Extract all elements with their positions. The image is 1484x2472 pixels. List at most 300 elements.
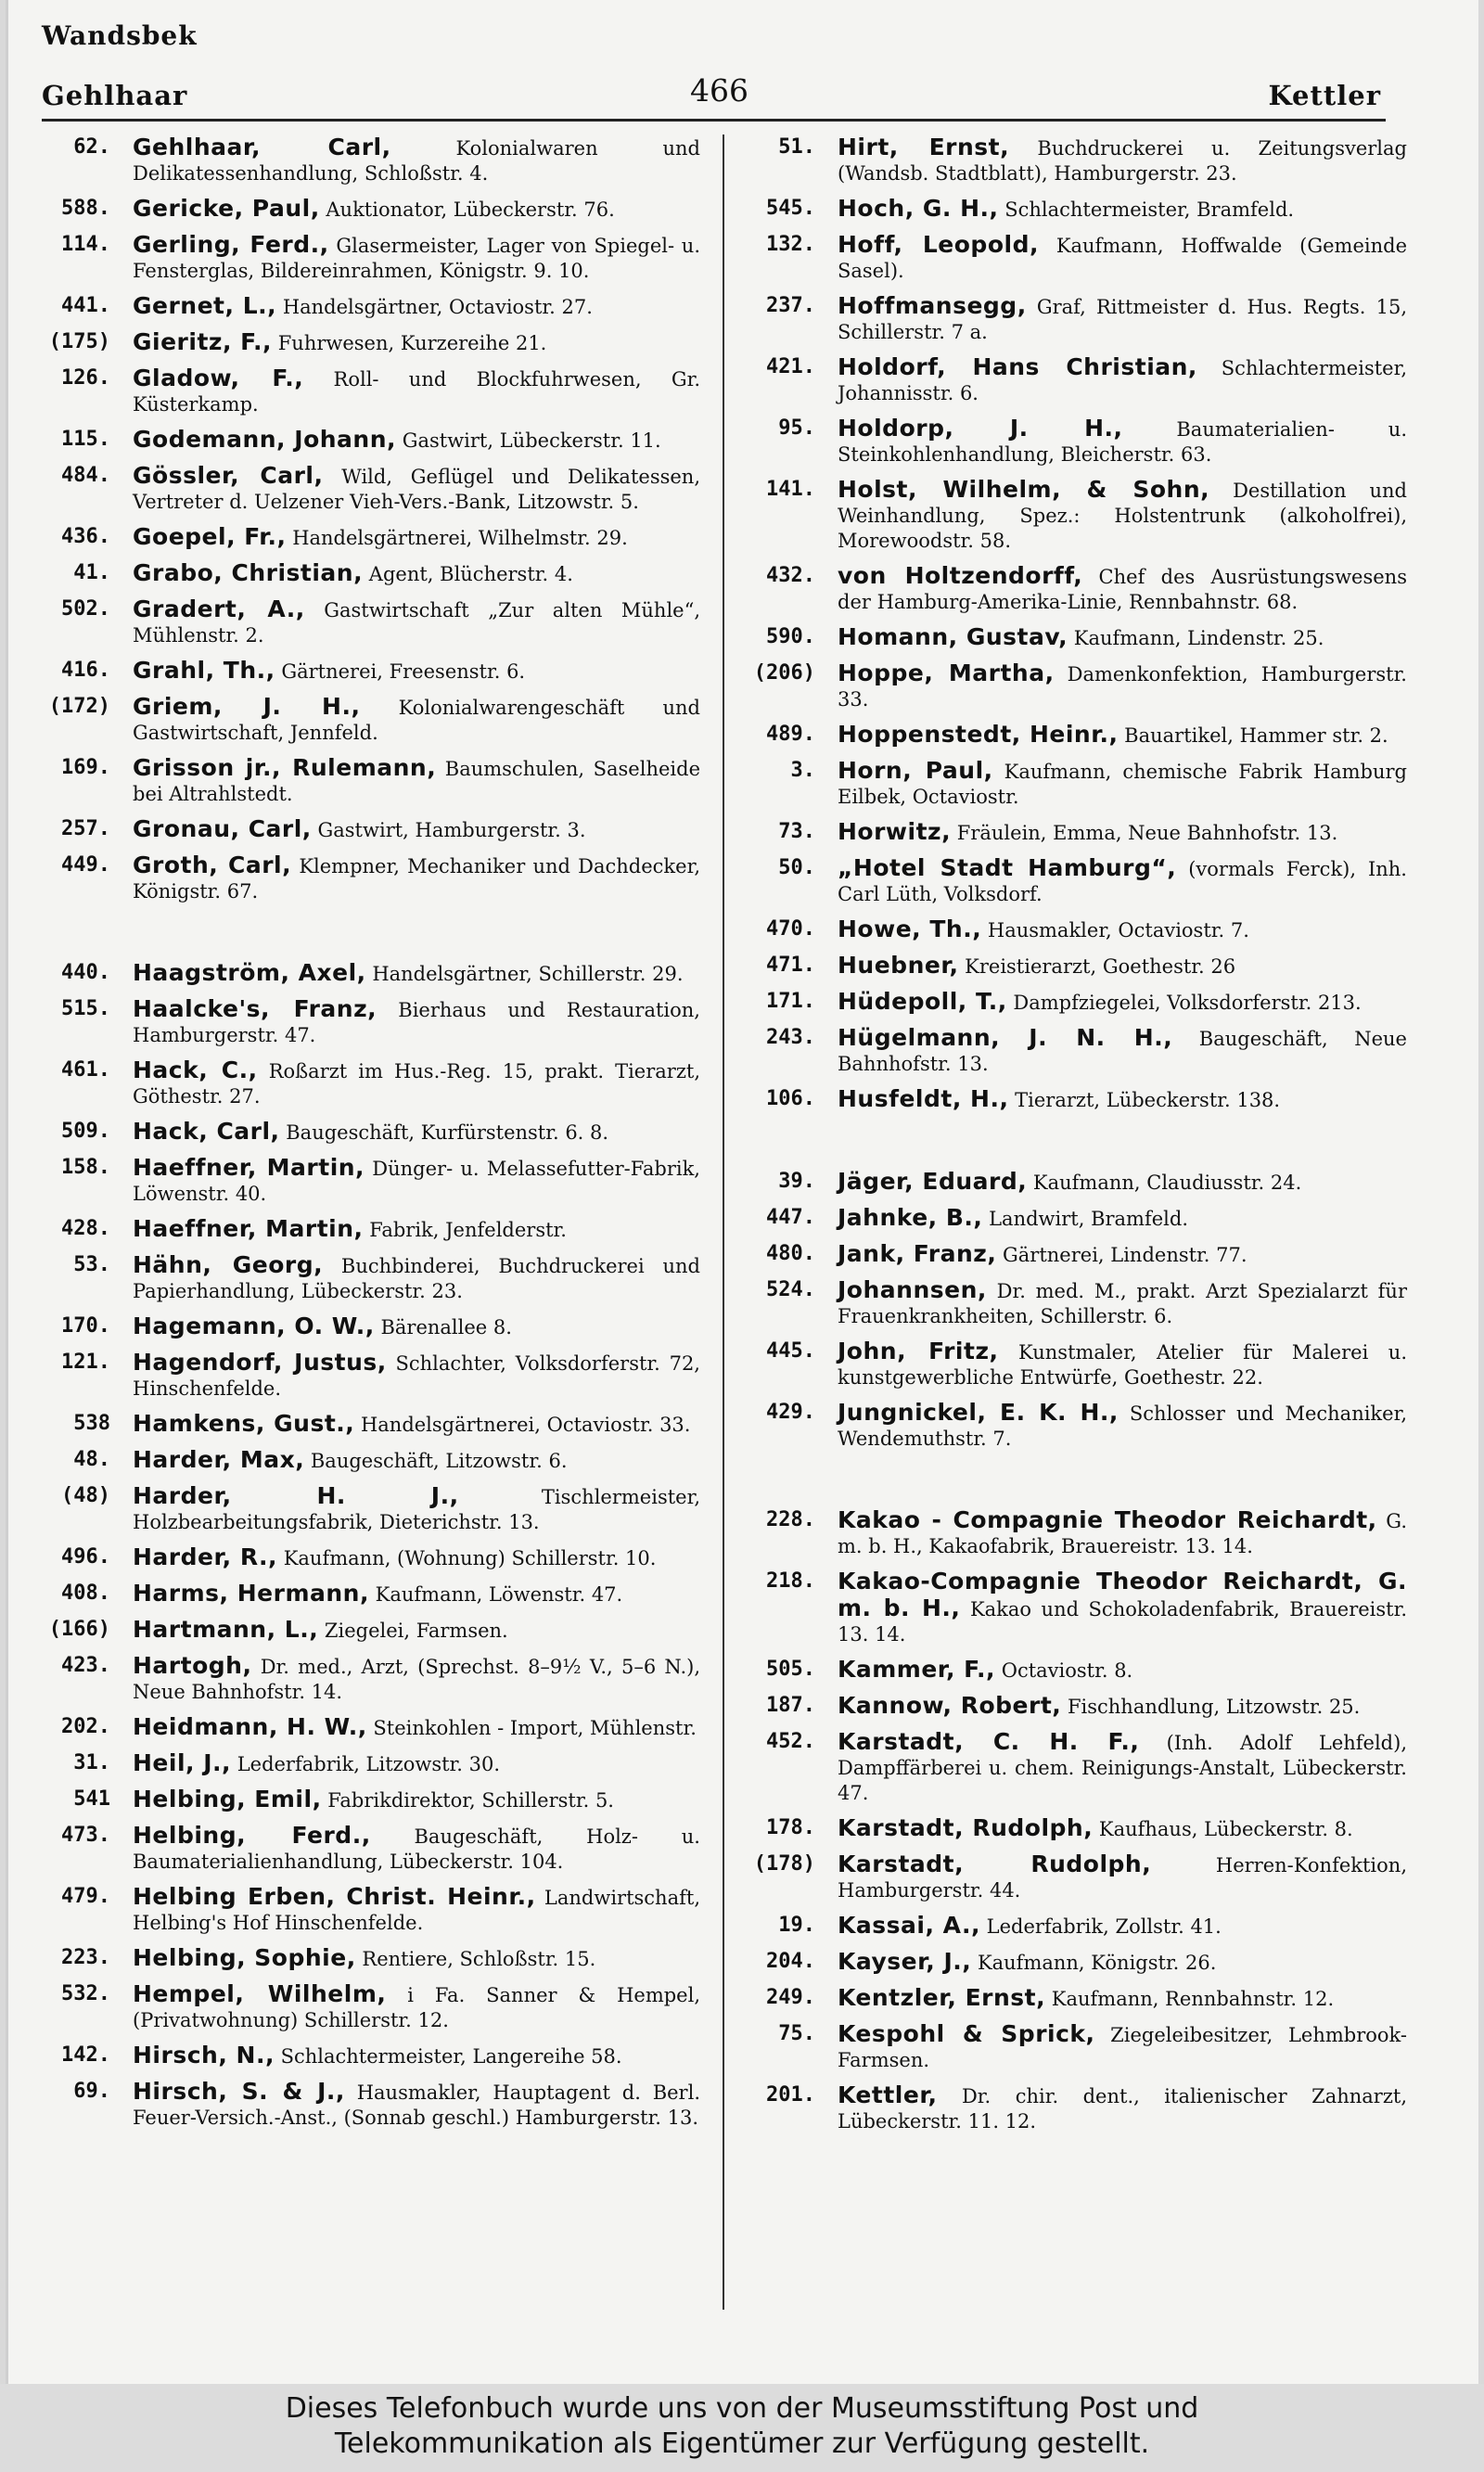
- subscriber-details: Ziegelei, Farmsen.: [318, 1620, 508, 1642]
- subscriber-details: Graf, Rittmeister d. Hus. Regts. 15, Schillerstr. 7 a.: [838, 296, 1407, 343]
- directory-entry: [741, 722, 1407, 749]
- directory-entry: [36, 2043, 700, 2069]
- subscriber-name: Helbing, Ferd.,: [133, 1822, 371, 1849]
- subscriber-details: Baugeschäft, Kurfürstenstr. 6. 8.: [279, 1121, 609, 1144]
- subscriber-details: Dünger- u. Melassefutter-Fabrik, Löwenstr. 40.: [133, 1158, 700, 1205]
- subscriber-details: i Fa. Sanner & Hempel, (Privatwohnung) Schillerstr. 12.: [133, 1984, 700, 2031]
- directory-entry: [36, 1411, 700, 1438]
- subscriber-name: Hartogh,: [133, 1652, 252, 1679]
- subscriber-name: Gradert, A.,: [133, 596, 305, 622]
- subscriber-details: Gärtnerei, Lindenstr. 77.: [996, 1244, 1247, 1266]
- phone-number: 3.: [790, 759, 815, 782]
- directory-entry: [741, 1086, 1407, 1113]
- directory-entry: [741, 1169, 1407, 1196]
- phone-number: 48.: [73, 1448, 110, 1471]
- subscriber-details: Schlachtermeister, Langereihe 58.: [274, 2045, 622, 2068]
- range-start-heading: Gehlhaar: [42, 80, 188, 111]
- phone-number: 228.: [766, 1508, 815, 1531]
- subscriber-name: Kentzler, Ernst,: [838, 1984, 1046, 2011]
- subscriber-details: Schlachter, Volksdorferstr. 72, Hinschenfelde.: [133, 1352, 700, 1400]
- range-end-heading: Kettler: [1268, 80, 1381, 111]
- directory-entry: [741, 354, 1407, 406]
- subscriber-details: Kaufmann, Königstr. 26.: [971, 1952, 1217, 1974]
- phone-number: 524.: [766, 1278, 815, 1301]
- subscriber-details: Fischhandlung, Litzowstr. 25.: [1061, 1696, 1361, 1718]
- subscriber-name: Hirsch, N.,: [133, 2042, 275, 2069]
- directory-entry: [741, 1205, 1407, 1232]
- directory-entry: [36, 365, 700, 417]
- subscriber-name: Harder, R.,: [133, 1543, 278, 1570]
- section-gap: [741, 1122, 1407, 1169]
- subscriber-details: Fabrik, Jenfelderstr.: [363, 1219, 567, 1241]
- subscriber-details: Schlachtermeister, Bramfeld.: [998, 199, 1295, 221]
- subscriber-name: Gehlhaar, Carl,: [133, 134, 391, 160]
- directory-entry: [741, 2021, 1407, 2073]
- phone-number: 441.: [61, 294, 110, 317]
- subscriber-details: Baumaterialien- u. Steinkohlenhandlung, Bleicherstr. 63.: [838, 418, 1407, 466]
- directory-entry: [36, 1884, 700, 1936]
- phone-number: 428.: [61, 1217, 110, 1240]
- phone-number: 243.: [766, 1026, 815, 1049]
- subscriber-details: Dampfziegelei, Volksdorferstr. 213.: [1006, 992, 1362, 1014]
- subscriber-details: Dr. med., Arzt, (Sprechst. 8–9½ V., 5–6 N.), Neue Bahnhofstr. 14.: [133, 1656, 700, 1703]
- phone-number: 538: [73, 1412, 110, 1435]
- directory-entry: [36, 1981, 700, 2033]
- phone-number: 170.: [61, 1314, 110, 1338]
- subscriber-details: Hausmakler, Octaviostr. 7.: [981, 919, 1249, 941]
- column-divider: [723, 134, 724, 2310]
- subscriber-details: Kaufmann, Hoffwalde (Gemeinde Sasel).: [838, 235, 1408, 282]
- subscriber-name: Kakao-Compagnie Theodor Reichardt, G. m. b. H.,: [838, 1568, 1407, 1621]
- subscriber-details: Damenkonfektion, Hamburgerstr. 33.: [838, 663, 1407, 711]
- directory-entry: [36, 694, 700, 746]
- subscriber-name: Godemann, Johann,: [133, 426, 397, 453]
- subscriber-name: Hempel, Wilhelm,: [133, 1980, 387, 2007]
- subscriber-details: (vormals Ferck), Inh. Carl Lüth, Volksdorf.: [838, 858, 1407, 905]
- phone-number: 50.: [778, 856, 815, 879]
- directory-entry: [741, 1569, 1407, 1647]
- subscriber-name: Karstadt, Rudolph,: [838, 1851, 1152, 1877]
- subscriber-name: Grisson jr., Rulemann,: [133, 754, 437, 781]
- subscriber-name: Groth, Carl,: [133, 852, 292, 878]
- directory-entry: [36, 1313, 700, 1340]
- phone-number: 470.: [766, 917, 815, 941]
- phone-number: 41.: [73, 561, 110, 584]
- subscriber-name: Kammer, F.,: [838, 1656, 996, 1683]
- directory-entry: [741, 1025, 1407, 1077]
- subscriber-details: Rentiere, Schloßstr. 15.: [355, 1948, 596, 1970]
- phone-number: 73.: [778, 820, 815, 843]
- phone-number: 473.: [61, 1824, 110, 1847]
- directory-entry: [36, 852, 700, 904]
- directory-entry: [741, 624, 1407, 651]
- subscriber-name: Hagendorf, Justus,: [133, 1349, 387, 1376]
- subscriber-details: Octaviostr. 8.: [995, 1659, 1133, 1682]
- subscriber-details: Buchbinderei, Buchdruckerei und Papierhandlung, Lübeckerstr. 23.: [133, 1255, 700, 1302]
- subscriber-name: Kayser, J.,: [838, 1948, 972, 1975]
- directory-entry: [741, 1913, 1407, 1940]
- directory-entry: [741, 1277, 1407, 1329]
- phone-number: 447.: [766, 1206, 815, 1229]
- directory-entry: [36, 463, 700, 515]
- phone-number: 237.: [766, 294, 815, 317]
- directory-entry: [741, 1815, 1407, 1842]
- subscriber-name: Kettler,: [838, 2081, 938, 2108]
- phone-number: 509.: [61, 1120, 110, 1143]
- phone-number: 452.: [766, 1730, 815, 1753]
- phone-number: 132.: [766, 233, 815, 256]
- subscriber-details: Tischlermeister, Holzbearbeitungsfabrik, Dieterichstr. 13.: [133, 1486, 700, 1533]
- phone-number: 408.: [61, 1582, 110, 1605]
- subscriber-name: Huebner,: [838, 952, 959, 979]
- phone-number: 545.: [766, 197, 815, 220]
- subscriber-details: Handelsgärtner, Octaviostr. 27.: [276, 296, 593, 318]
- directory-entry: [741, 134, 1407, 186]
- subscriber-details: Kaufhaus, Lübeckerstr. 8.: [1093, 1818, 1353, 1840]
- directory-entry: [36, 134, 700, 186]
- directory-entry: [36, 427, 700, 454]
- subscriber-name: Hamkens, Gust.,: [133, 1410, 355, 1437]
- subscriber-details: Steinkohlen - Import, Mühlenstr.: [366, 1717, 697, 1739]
- subscriber-details: Kaufmann, chemische Fabrik Hamburg Eilbek, Octaviostr.: [838, 761, 1408, 808]
- subscriber-details: Glasermeister, Lager von Spiegel- u. Fensterglas, Bildereinrahmen, Königstr. 9. 10.: [133, 235, 700, 282]
- phone-number: 532.: [61, 1982, 110, 2005]
- phone-number: 142.: [61, 2043, 110, 2067]
- directory-entry: [36, 960, 700, 987]
- phone-number: 484.: [61, 464, 110, 487]
- subscriber-name: Kannow, Robert,: [838, 1692, 1062, 1719]
- directory-entry: [741, 232, 1407, 284]
- subscriber-details: Kaufmann, (Wohnung) Schillerstr. 10.: [277, 1547, 657, 1569]
- phone-number: 202.: [61, 1715, 110, 1738]
- directory-entry: [741, 563, 1407, 615]
- phone-number: 416.: [61, 659, 110, 682]
- directory-entry: [36, 1119, 700, 1146]
- subscriber-details: Gastwirt, Lübeckerstr. 11.: [396, 429, 661, 452]
- subscriber-name: Holst, Wilhelm, & Sohn,: [838, 476, 1210, 503]
- subscriber-name: John, Fritz,: [838, 1338, 999, 1364]
- directory-entry: [36, 293, 700, 320]
- subscriber-name: Heil, J.,: [133, 1749, 232, 1776]
- subscriber-name: Haagström, Axel,: [133, 959, 366, 986]
- subscriber-name: Hähn, Georg,: [133, 1251, 324, 1278]
- subscriber-name: Gössler, Carl,: [133, 462, 324, 489]
- subscriber-details: Kreistierarzt, Goethestr. 26: [958, 955, 1236, 978]
- directory-entry: [36, 329, 700, 356]
- subscriber-details: Klempner, Mechaniker und Dachdecker, Königstr. 67.: [133, 855, 700, 903]
- subscriber-details: G. m. b. H., Kakaofabrik, Brauereistr. 13. 14.: [838, 1510, 1407, 1557]
- directory-entry: [36, 996, 700, 1048]
- subscriber-name: Karstadt, Rudolph,: [838, 1814, 1094, 1841]
- subscriber-details: Auktionator, Lübeckerstr. 76.: [319, 199, 615, 221]
- phone-number: 479.: [61, 1885, 110, 1908]
- subscriber-name: Jahnke, B.,: [838, 1204, 983, 1231]
- subscriber-details: Dr. med. M., prakt. Arzt Spezialarzt für Frauenkrankheiten, Schillerstr. 6.: [838, 1280, 1407, 1327]
- subscriber-name: Helbing, Emil,: [133, 1786, 322, 1812]
- directory-entry: [741, 2082, 1407, 2134]
- subscriber-name: Hügelmann, J. N. H.,: [838, 1024, 1173, 1051]
- phone-number: 590.: [766, 625, 815, 648]
- phone-number: 423.: [61, 1654, 110, 1677]
- phone-number: (178): [753, 1852, 815, 1876]
- subscriber-details: Buchdruckerei u. Zeitungsverlag (Wandsb. Stadtblatt), Hamburgerstr. 23.: [838, 137, 1407, 185]
- subscriber-name: „Hotel Stadt Hamburg“,: [838, 854, 1177, 881]
- directory-entry: [36, 232, 700, 284]
- directory-entry: [36, 1216, 700, 1243]
- subscriber-details: Kaufmann, Rennbahnstr. 12.: [1045, 1988, 1335, 2010]
- subscriber-name: Howe, Th.,: [838, 916, 982, 942]
- phone-number: 541: [73, 1787, 110, 1811]
- phone-number: (172): [48, 695, 110, 718]
- subscriber-name: Hoch, G. H.,: [838, 195, 999, 222]
- directory-entry: [741, 1338, 1407, 1390]
- directory-entry: [741, 1241, 1407, 1268]
- phone-number: 53.: [73, 1253, 110, 1276]
- phone-number: 204.: [766, 1950, 815, 1973]
- subscriber-name: Gericke, Paul,: [133, 195, 320, 222]
- phone-number: 223.: [61, 1946, 110, 1969]
- subscriber-details: Fuhrwesen, Kurzereihe 21.: [272, 332, 547, 354]
- phone-number: (175): [48, 330, 110, 353]
- subscriber-name: Hirt, Ernst,: [838, 134, 1010, 160]
- subscriber-name: Griem, J. H.,: [133, 693, 361, 720]
- subscriber-name: Hack, C.,: [133, 1057, 258, 1083]
- subscriber-name: Jäger, Eduard,: [838, 1168, 1028, 1195]
- subscriber-name: Hoff, Leopold,: [838, 231, 1039, 258]
- subscriber-details: Baugeschäft, Neue Bahnhofstr. 13.: [838, 1028, 1407, 1075]
- subscriber-name: Heidmann, H. W.,: [133, 1713, 367, 1740]
- subscriber-details: Kakao und Schokoladenfabrik, Brauereistr. 13. 14.: [838, 1598, 1408, 1646]
- subscriber-details: Agent, Blücherstr. 4.: [363, 563, 573, 585]
- subscriber-details: Handelsgärtnerei, Octaviostr. 33.: [354, 1414, 691, 1436]
- directory-entry: [36, 1714, 700, 1741]
- phone-number: 489.: [766, 723, 815, 746]
- phone-number: 588.: [61, 197, 110, 220]
- subscriber-name: Horn, Paul,: [838, 757, 993, 784]
- subscriber-name: Jank, Franz,: [838, 1240, 997, 1267]
- subscriber-name: Haeffner, Martin,: [133, 1154, 365, 1181]
- subscriber-name: Helbing, Sophie,: [133, 1944, 356, 1971]
- subscriber-name: Holdorf, Hans Christian,: [838, 353, 1197, 380]
- phone-number: 218.: [766, 1569, 815, 1593]
- directory-entry: [36, 1447, 700, 1474]
- directory-entry: [36, 1483, 700, 1535]
- phone-number: 461.: [61, 1058, 110, 1082]
- directory-entry: [36, 1581, 700, 1607]
- subscriber-details: Fräulein, Emma, Neue Bahnhofstr. 13.: [951, 822, 1338, 844]
- directory-entry: [741, 953, 1407, 980]
- subscriber-details: Schlosser und Mechaniker, Wendemuthstr. 7.: [838, 1403, 1407, 1450]
- subscriber-name: Kakao - Compagnie Theodor Reichardt,: [838, 1506, 1377, 1533]
- phone-number: 515.: [61, 997, 110, 1020]
- phone-number: 440.: [61, 961, 110, 984]
- subscriber-details: Tierarzt, Lübeckerstr. 138.: [1008, 1089, 1281, 1111]
- directory-entry: [741, 1507, 1407, 1559]
- subscriber-name: Haalcke's, Franz,: [133, 995, 377, 1022]
- phone-number: 158.: [61, 1156, 110, 1179]
- directory-entry: [741, 1729, 1407, 1806]
- directory-entry: [36, 1823, 700, 1875]
- subscriber-details: Wild, Geflügel und Delikatessen, Vertreter d. Uelzener Vieh-Vers.-Bank, Litzowstr. 5.: [133, 466, 701, 513]
- subscriber-details: Kolonialwaren und Delikatessenhandlung, Schloßstr. 4.: [133, 137, 700, 185]
- subscriber-name: Jungnickel, E. K. H.,: [838, 1399, 1119, 1426]
- directory-entry: [36, 1750, 700, 1777]
- section-gap: [741, 1461, 1407, 1507]
- directory-entry: [36, 658, 700, 685]
- subscriber-name: Goepel, Fr.,: [133, 523, 287, 550]
- phone-number: 445.: [766, 1339, 815, 1363]
- subscriber-details: Gärtnerei, Freesenstr. 6.: [275, 660, 526, 683]
- phone-number: (48): [61, 1484, 110, 1507]
- subscriber-details: Bärenallee 8.: [374, 1316, 512, 1338]
- directory-entry: [741, 989, 1407, 1016]
- phone-number: 95.: [778, 416, 815, 440]
- directory-entry: [36, 1653, 700, 1705]
- directory-entry: [741, 477, 1407, 554]
- subscriber-details: Roll- und Blockfuhrwesen, Gr. Küsterkamp.: [133, 368, 701, 416]
- directory-entry: [741, 196, 1407, 223]
- phone-number: 187.: [766, 1694, 815, 1717]
- directory-entry: [741, 1657, 1407, 1684]
- directory-entry: [741, 1693, 1407, 1720]
- subscriber-name: Harder, H. J.,: [133, 1482, 459, 1509]
- directory-entry: [741, 1985, 1407, 2012]
- directory-entry: [741, 916, 1407, 943]
- phone-number: 496.: [61, 1545, 110, 1569]
- phone-number: 429.: [766, 1401, 815, 1424]
- subscriber-name: Harms, Hermann,: [133, 1580, 369, 1607]
- phone-number: 19.: [778, 1914, 815, 1937]
- subscriber-name: Kespohl & Sprick,: [838, 2020, 1095, 2047]
- subscriber-name: Hoffmansegg,: [838, 292, 1027, 319]
- directory-entry: [741, 1851, 1407, 1903]
- subscriber-details: Dr. chir. dent., italienischer Zahnarzt, Lübeckerstr. 11. 12.: [838, 2085, 1407, 2133]
- directory-entry: [741, 1949, 1407, 1976]
- subscriber-details: Chef des Ausrüstungswesens der Hamburg-Amerika-Linie, Rennbahnstr. 68.: [838, 566, 1407, 613]
- phone-number: 115.: [61, 428, 110, 451]
- subscriber-details: Kaufmann, Löwenstr. 47.: [368, 1583, 623, 1606]
- directory-entry: [36, 596, 700, 648]
- subscriber-name: Homann, Gustav,: [838, 623, 1068, 650]
- phone-number: 75.: [778, 2022, 815, 2045]
- subscriber-details: (Inh. Adolf Lehfeld), Dampffärberei u. chem. Reinigungs-Anstalt, Lübeckerstr. 47.: [838, 1732, 1407, 1804]
- subscriber-name: Grabo, Christian,: [133, 559, 364, 586]
- page-number: 466: [690, 72, 748, 109]
- phone-number: 141.: [766, 478, 815, 501]
- directory-entry: [36, 1945, 700, 1972]
- right-column: [741, 134, 1407, 2144]
- phone-number: 480.: [766, 1242, 815, 1265]
- phone-number: 106.: [766, 1087, 815, 1110]
- subscriber-name: Horwitz,: [838, 818, 952, 845]
- phone-number: (166): [48, 1618, 110, 1641]
- phone-number: 201.: [766, 2083, 815, 2107]
- subscriber-name: Kassai, A.,: [838, 1912, 980, 1939]
- subscriber-name: Haeffner, Martin,: [133, 1215, 364, 1242]
- phone-number: 121.: [61, 1351, 110, 1374]
- subscriber-details: Roßarzt im Hus.-Reg. 15, prakt. Tierarzt, Göthestr. 27.: [133, 1060, 700, 1108]
- subscriber-name: Hagemann, O. W.,: [133, 1313, 375, 1339]
- directory-entry: [36, 560, 700, 587]
- subscriber-name: Harder, Max,: [133, 1446, 305, 1473]
- phone-number: 502.: [61, 597, 110, 621]
- subscriber-details: Baumschulen, Saselheide bei Altrahlstedt.: [133, 758, 700, 805]
- phone-number: 126.: [61, 366, 110, 390]
- phone-number: 178.: [766, 1816, 815, 1839]
- directory-entry: [741, 416, 1407, 468]
- subscriber-details: Kolonialwarengeschäft und Gastwirtschaft, Jennfeld.: [133, 697, 700, 744]
- subscriber-name: Hirsch, S. & J.,: [133, 2078, 345, 2105]
- phone-number: 114.: [61, 233, 110, 256]
- subscriber-details: Lederfabrik, Litzowstr. 30.: [231, 1753, 501, 1775]
- subscriber-details: Destillation und Weinhandlung, Spez.: Holstentrunk (alkoholfrei), Morewoodstr. 58.: [838, 480, 1407, 552]
- subscriber-name: Gieritz, F.,: [133, 328, 273, 355]
- subscriber-name: Gernet, L.,: [133, 292, 277, 319]
- directory-page: [6, 0, 1478, 2384]
- subscriber-details: Baugeschäft, Holz- u. Baumaterialienhandlung, Lübeckerstr. 104.: [133, 1825, 700, 1873]
- subscriber-details: Landwirt, Bramfeld.: [982, 1208, 1189, 1230]
- subscriber-name: Holdorp, J. H.,: [838, 415, 1123, 442]
- subscriber-details: Ziegeleibesitzer, Lehmbrook-Farmsen.: [838, 2024, 1407, 2071]
- subscriber-details: Bauartikel, Hammer str. 2.: [1118, 724, 1388, 747]
- directory-entry: [741, 293, 1407, 345]
- phone-number: 69.: [73, 2080, 110, 2103]
- subscriber-name: Helbing Erben, Christ. Heinr.,: [133, 1883, 536, 1910]
- district-heading: Wandsbek: [42, 20, 198, 51]
- phone-number: 169.: [61, 756, 110, 779]
- directory-entry: [741, 855, 1407, 907]
- directory-entry: [36, 196, 700, 223]
- subscriber-name: Hoppe, Martha,: [838, 660, 1055, 686]
- phone-number: 471.: [766, 954, 815, 977]
- directory-entry: [741, 758, 1407, 810]
- subscriber-name: Karstadt, C. H. F.,: [838, 1728, 1140, 1755]
- subscriber-details: Handelsgärtner, Schillerstr. 29.: [365, 963, 684, 985]
- subscriber-details: Lederfabrik, Zollstr. 41.: [979, 1915, 1222, 1938]
- directory-entry: [36, 1057, 700, 1109]
- subscriber-details: Gastwirtschaft „Zur alten Mühle“, Mühlenstr. 2.: [133, 599, 700, 647]
- subscriber-name: Johannsen,: [838, 1276, 987, 1303]
- left-column: [36, 134, 700, 2140]
- directory-entry: [36, 2079, 700, 2131]
- directory-entry: [741, 660, 1407, 712]
- footer-notice: [0, 2384, 1484, 2472]
- subscriber-details: Hausmakler, Hauptagent d. Berl. Feuer-Versich.-Anst., (Sonnab geschl.) Hamburgerstr. 13.: [133, 2081, 700, 2129]
- subscriber-details: Kunstmaler, Atelier für Malerei u. kunstgewerbliche Entwürfe, Goethestr. 22.: [838, 1341, 1407, 1389]
- directory-entry: [36, 524, 700, 551]
- phone-number: 249.: [766, 1986, 815, 2009]
- subscriber-name: Husfeldt, H.,: [838, 1085, 1009, 1112]
- directory-entry: [36, 1544, 700, 1571]
- section-gap: [36, 914, 700, 960]
- footer-line-1: Dieses Telefonbuch wurde uns von der Museumsstiftung Post und: [285, 2392, 1199, 2425]
- subscriber-name: Gladow, F.,: [133, 365, 304, 391]
- phone-number: 436.: [61, 525, 110, 548]
- subscriber-name: Hoppenstedt, Heinr.,: [838, 721, 1119, 748]
- subscriber-details: Bierhaus und Restauration, Hamburgerstr. 47.: [133, 999, 700, 1046]
- phone-number: 421.: [766, 355, 815, 378]
- phone-number: 449.: [61, 853, 110, 877]
- subscriber-details: Baugeschäft, Litzowstr. 6.: [304, 1450, 568, 1472]
- directory-entry: [741, 1400, 1407, 1452]
- directory-entry: [741, 819, 1407, 846]
- phone-number: 39.: [778, 1170, 815, 1193]
- directory-entry: [36, 816, 700, 843]
- phone-number: 31.: [73, 1751, 110, 1774]
- phone-number: 505.: [766, 1658, 815, 1681]
- subscriber-details: Handelsgärtnerei, Wilhelmstr. 29.: [286, 527, 628, 549]
- header-rule: [42, 119, 1386, 122]
